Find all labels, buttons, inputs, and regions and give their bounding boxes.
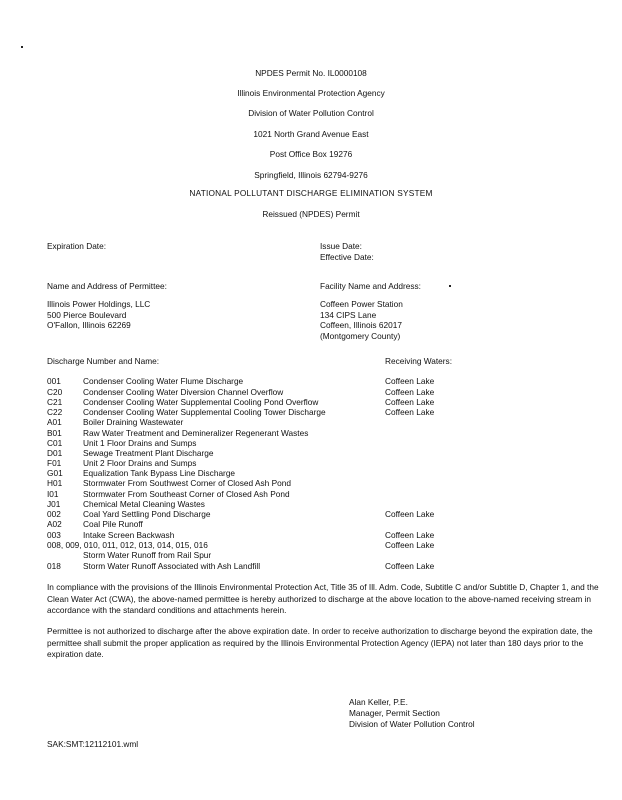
receiving-water: Coffeen Lake	[385, 407, 435, 417]
expiration-date-label: Expiration Date:	[47, 241, 107, 251]
discharge-code: I01	[47, 489, 59, 499]
discharge-code: C01	[47, 438, 63, 448]
permittee-label: Name and Address of Permittee:	[47, 281, 167, 291]
discharge-name: Chemical Metal Cleaning Wastes	[83, 499, 205, 509]
discharge-code: B01	[47, 428, 62, 438]
discharge-name: Storm Water Runoff from Rail Spur	[83, 550, 212, 560]
agency-name: Illinois Environmental Protection Agency	[237, 88, 385, 98]
facility-line-2: 134 CIPS Lane	[320, 310, 377, 320]
discharge-name: Condenser Cooling Water Supplemental Cooling Pond Overflow	[83, 397, 319, 407]
discharge-name: Stormwater From Southwest Corner of Closed Ash Pond	[83, 478, 291, 488]
signature-division: Division of Water Pollution Control	[349, 719, 475, 729]
discharge-name: Coal Pile Runoff	[83, 519, 143, 529]
agency-address: 1021 North Grand Avenue East	[253, 129, 369, 139]
discharge-name: Sewage Treatment Plant Discharge	[83, 448, 214, 458]
discharge-code: 003	[47, 530, 61, 540]
system-title: NATIONAL POLLUTANT DISCHARGE ELIMINATION SYSTEM	[189, 188, 433, 198]
receiving-water: Coffeen Lake	[385, 530, 435, 540]
discharge-name: Raw Water Treatment and Demineralizer Regenerant Wastes	[83, 428, 309, 438]
discharge-code: F01	[47, 458, 62, 468]
discharge-code: 018	[47, 561, 61, 571]
reissued-title: Reissued (NPDES) Permit	[262, 209, 360, 219]
discharge-header: Discharge Number and Name:	[47, 356, 160, 366]
receiving-water: Coffeen Lake	[385, 509, 435, 519]
discharge-name: Condenser Cooling Water Flume Discharge	[83, 376, 244, 386]
receiving-water: Coffeen Lake	[385, 376, 435, 386]
po-box: Post Office Box 19276	[269, 149, 353, 159]
signature-name: Alan Keller, P.E.	[349, 697, 408, 707]
facility-line-3: Coffeen, Illinois 62017	[320, 320, 402, 330]
facility-line-4: (Montgomery County)	[320, 331, 401, 341]
discharge-name: Unit 2 Floor Drains and Sumps	[83, 458, 197, 468]
discharge-code: G01	[47, 468, 63, 478]
discharge-code: A02	[47, 519, 62, 529]
discharge-name: Condenser Cooling Water Supplemental Cooling Tower Discharge	[83, 407, 326, 417]
discharge-code: D01	[47, 448, 63, 458]
document-reference: SAK:SMT:12112101.wml	[47, 739, 139, 749]
discharge-code: A01	[47, 417, 62, 427]
discharge-code: J01	[47, 499, 61, 509]
receiving-water: Coffeen Lake	[385, 540, 435, 550]
discharge-code: C21	[47, 397, 63, 407]
agency-city: Springfield, Illinois 62794-9276	[254, 170, 368, 180]
discharge-code: H01	[47, 478, 63, 488]
facility-label: Facility Name and Address:	[320, 281, 421, 291]
receiving-waters-header: Receiving Waters:	[385, 356, 453, 366]
scan-mark-left	[21, 46, 23, 48]
permittee-line-3: O'Fallon, Illinois 62269	[47, 320, 131, 330]
compliance-paragraph: In compliance with the provisions of the Illinois Environmental Protection Act, Title 35 of Ill. Adm. Code, Subtitle C and/or Subtitle D, Chapter 1, and the Clean Water Act (CWA), the above-named permittee is hereby authorized to discharge at the above location to the above-named receiving stream in accordance with the standard conditions and attachments herein.	[47, 582, 599, 615]
receiving-water: Coffeen Lake	[385, 387, 435, 397]
discharge-name: Equalization Tank Bypass Line Discharge	[83, 468, 236, 478]
scan-mark-right	[449, 285, 451, 287]
discharge-code: 008, 009, 010, 011, 012, 013, 014, 015, 016	[47, 540, 208, 550]
facility-line-1: Coffeen Power Station	[320, 299, 403, 309]
discharge-name: Unit 1 Floor Drains and Sumps	[83, 438, 197, 448]
discharge-code: 002	[47, 509, 61, 519]
signature-title: Manager, Permit Section	[349, 708, 440, 718]
permittee-line-1: Illinois Power Holdings, LLC	[47, 299, 151, 309]
discharge-code: C22	[47, 407, 63, 417]
discharge-name: Stormwater From Southeast Corner of Closed Ash Pond	[83, 489, 290, 499]
discharge-code: 001	[47, 376, 61, 386]
expiration-paragraph: Permittee is not authorized to discharge after the above expiration date. In order to receive authorization to discharge beyond the expiration date, the permittee shall submit the proper application as required by the Illinois Environmental Protection Agency (IEPA) not later than 180 days prior to the expiration date.	[47, 626, 593, 659]
receiving-water: Coffeen Lake	[385, 561, 435, 571]
discharge-name: Storm Water Runoff Associated with Ash Landfill	[83, 561, 261, 571]
issue-date-label: Issue Date:	[320, 241, 362, 251]
division-name: Division of Water Pollution Control	[248, 108, 374, 118]
discharge-name: Coal Yard Settling Pond Discharge	[83, 509, 211, 519]
permit-number: NPDES Permit No. IL0000108	[255, 68, 367, 78]
discharge-name: Intake Screen Backwash	[83, 530, 175, 540]
discharge-name: Condenser Cooling Water Diversion Channel Overflow	[83, 387, 284, 397]
receiving-water: Coffeen Lake	[385, 397, 435, 407]
discharge-code: C20	[47, 387, 63, 397]
discharge-name: Boiler Draining Wastewater	[83, 417, 184, 427]
permittee-line-2: 500 Pierce Boulevard	[47, 310, 127, 320]
effective-date-label: Effective Date:	[320, 252, 374, 262]
